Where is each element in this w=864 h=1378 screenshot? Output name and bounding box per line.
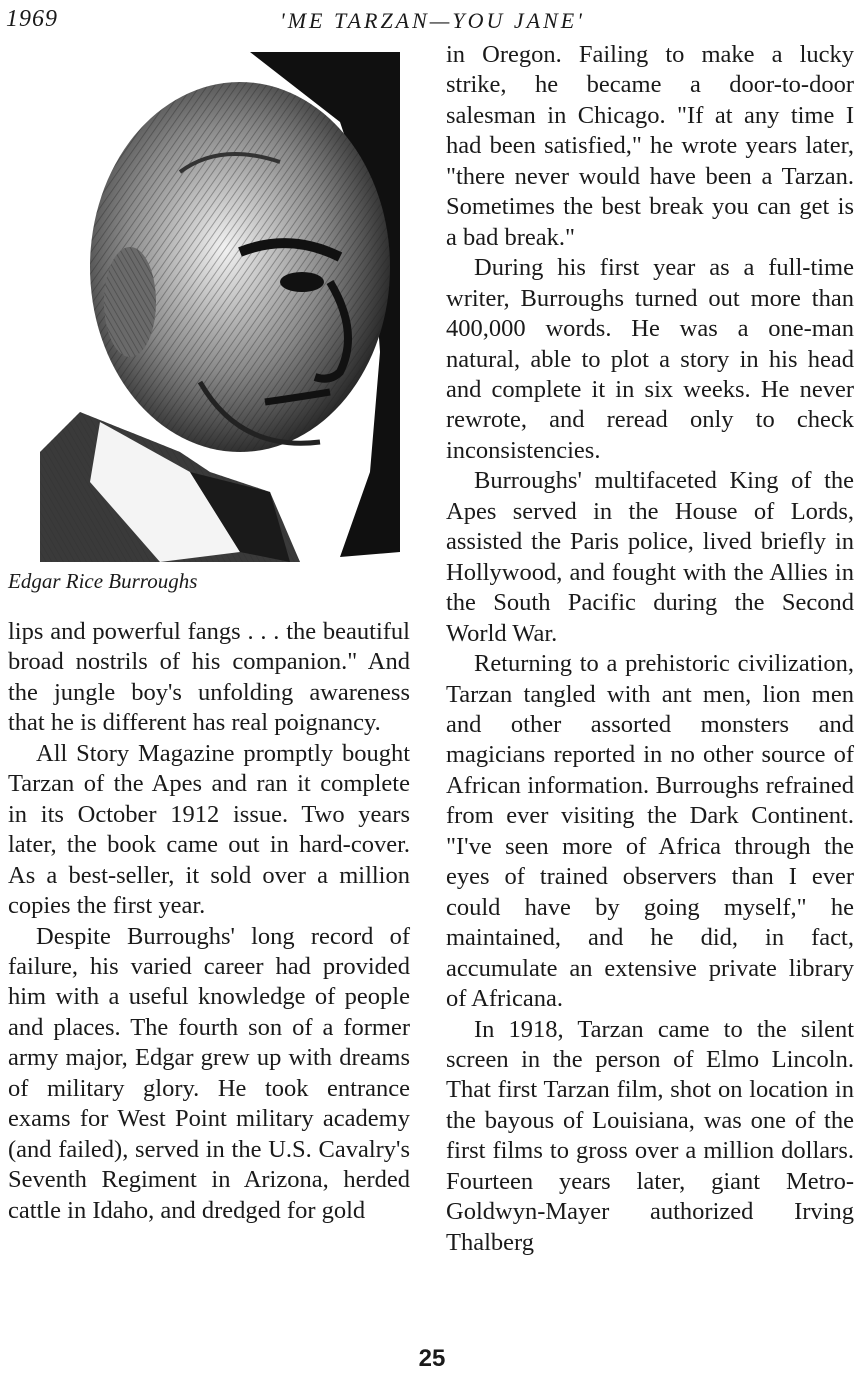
figure-caption: Edgar Rice Burroughs [8,569,198,593]
paragraph: During his first year as a full-time writer, Burroughs turned out more than 400,000 words. He was a one-man natural, able to plot a story in his head and complete it in six weeks. He never rewrote, and reread only to check inconsistencies. [446,254,854,464]
paragraph: Burroughs' multifaceted King of the Apes served in the House of Lords, assisted the Paris police, lived briefly in Hollywood, and fought with the Allies in the South Pacific during the Second World War. [446,467,854,647]
paragraph: Returning to a prehistoric civilization, Tarzan tangled with ant men, lion men and other assorted monsters and magicians reported in no other source of African information. Burroughs refrained from ever visiting the Dark Continent. "I've seen more of Africa through the eyes of trained observers than I ever could have by going myself," he maintained, and he did, in fact, accumulate an extensive private library of Africana. [446,650,854,1013]
portrait-engraving-icon [40,52,400,562]
paragraph: All Story Magazine promptly bought Tarzan of the Apes and ran it complete in its October 1912 issue. Two years later, the book came out in hard-cover. As a best-seller, it sold over a million copies the first year. [8,739,410,920]
left-column [8,617,410,1226]
paragraph: in Oregon. Failing to make a lucky strike, he became a door-to-door salesman in Chicago. "If at any time I had been satisfied," he wrote years later, "there never would have been a Tarzan. Sometimes the best break you can get is a bad break." [446,41,854,251]
paragraph: lips and powerful fangs . . . the beautiful broad nostrils of his companion." And the jungle boy's unfolding awareness that he is different has real poignancy. [8,618,410,737]
running-head [0,6,864,40]
header-year: 1969 [6,6,58,32]
page-number: 25 [418,1345,446,1372]
right-column [446,40,854,1258]
paragraph: In 1918, Tarzan came to the silent screen in the person of Elmo Lincoln. That first Tarzan film, shot on location in the bayous of Louisiana, was one of the first films to gross over a million dollars. Fourteen years later, giant Metro-Goldwyn-Mayer authorized Irving Thalberg [446,1015,854,1256]
header-title: 'ME TARZAN—YOU JANE' [280,8,585,33]
paragraph: Despite Burroughs' long record of failure, his varied career had provided him with a useful knowledge of people and places. The fourth son of a former army major, Edgar grew up with dreams of military glory. He took entrance exams for West Point military academy (and failed), served in the U.S. Cavalry's Seventh Regiment in Arizona, herded cattle in Idaho, and dredged for gold [8,922,410,1224]
